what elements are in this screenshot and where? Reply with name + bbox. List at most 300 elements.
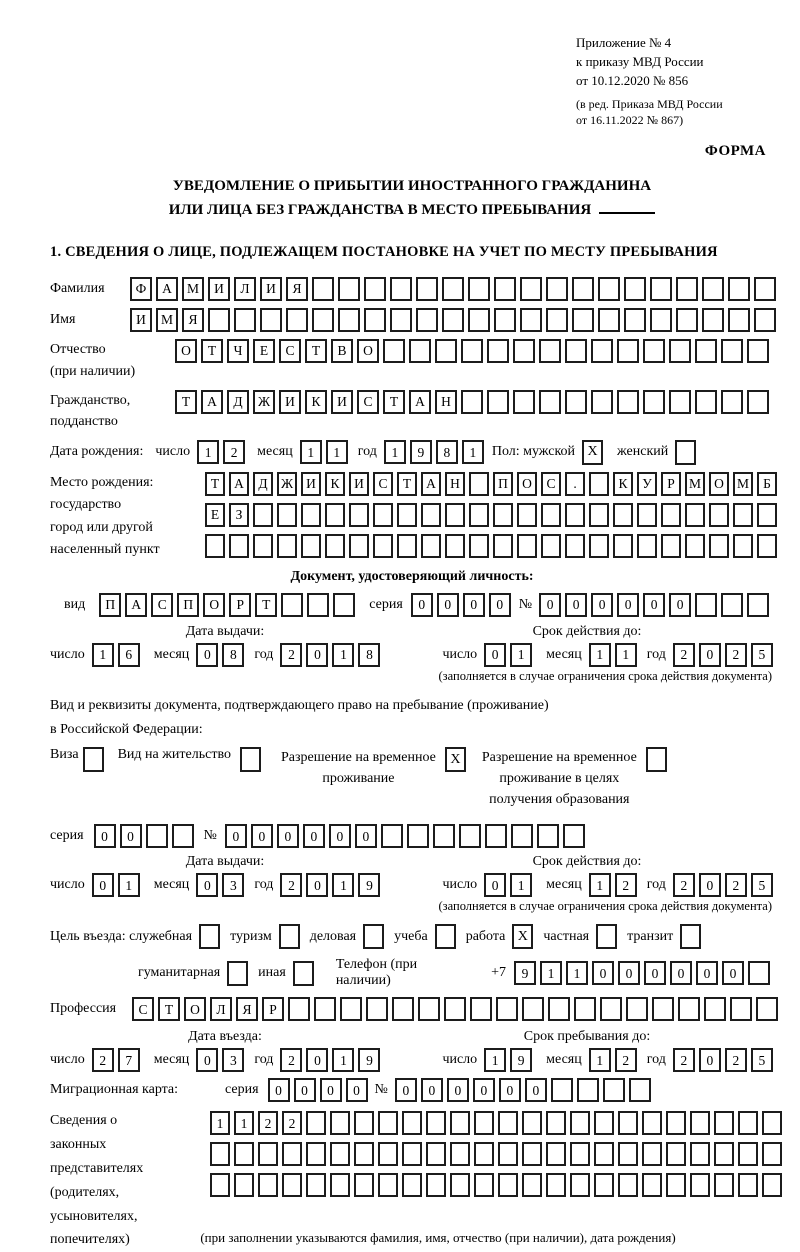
char-cell[interactable] — [450, 1111, 470, 1135]
char-cell[interactable]: Д — [253, 472, 273, 496]
char-cell[interactable] — [589, 503, 609, 527]
char-cell[interactable]: А — [201, 390, 223, 414]
char-cell[interactable]: 1 — [589, 643, 611, 667]
char-cell[interactable]: 2 — [725, 873, 747, 897]
mig-series-cells[interactable] — [268, 1078, 372, 1102]
char-cell[interactable]: 0 — [722, 961, 744, 985]
temp-residence-education-checkbox[interactable] — [646, 747, 667, 772]
char-cell[interactable] — [747, 339, 769, 363]
char-cell[interactable] — [366, 997, 388, 1021]
char-cell[interactable] — [314, 997, 336, 1021]
char-cell[interactable] — [210, 1173, 230, 1197]
char-cell[interactable] — [624, 277, 646, 301]
char-cell[interactable]: А — [229, 472, 249, 496]
char-cell[interactable] — [487, 390, 509, 414]
char-cell[interactable] — [598, 308, 620, 332]
char-cell[interactable]: 9 — [514, 961, 536, 985]
char-cell[interactable]: С — [279, 339, 301, 363]
char-cell[interactable] — [714, 1173, 734, 1197]
name-cells[interactable] — [130, 308, 780, 332]
char-cell[interactable]: У — [637, 472, 657, 496]
char-cell[interactable] — [354, 1111, 374, 1135]
birth-year-cells[interactable] — [384, 440, 488, 464]
char-cell[interactable] — [666, 1173, 686, 1197]
doc-type-cells[interactable] — [99, 593, 359, 617]
char-cell[interactable] — [642, 1111, 662, 1135]
char-cell[interactable]: 0 — [699, 873, 721, 897]
char-cell[interactable]: А — [125, 593, 147, 617]
char-cell[interactable]: О — [517, 472, 537, 496]
char-cell[interactable] — [637, 534, 657, 558]
char-cell[interactable]: 2 — [673, 873, 695, 897]
char-cell[interactable]: Р — [661, 472, 681, 496]
char-cell[interactable]: 0 — [196, 1048, 218, 1072]
char-cell[interactable]: Р — [262, 997, 284, 1021]
char-cell[interactable] — [426, 1173, 446, 1197]
char-cell[interactable] — [474, 1111, 494, 1135]
mig-number-cells[interactable] — [395, 1078, 655, 1102]
char-cell[interactable]: 0 — [92, 873, 114, 897]
char-cell[interactable]: 0 — [463, 593, 485, 617]
char-cell[interactable] — [373, 503, 393, 527]
char-cell[interactable] — [172, 824, 194, 848]
res-number-cells[interactable] — [225, 824, 589, 848]
char-cell[interactable]: Я — [286, 277, 308, 301]
char-cell[interactable]: И — [260, 277, 282, 301]
char-cell[interactable]: Д — [227, 390, 249, 414]
char-cell[interactable]: М — [733, 472, 753, 496]
char-cell[interactable] — [541, 503, 561, 527]
char-cell[interactable] — [306, 1173, 326, 1197]
char-cell[interactable] — [541, 534, 561, 558]
char-cell[interactable]: 1 — [332, 643, 354, 667]
doc-number-cells[interactable] — [539, 593, 773, 617]
char-cell[interactable] — [714, 1111, 734, 1135]
char-cell[interactable] — [517, 534, 537, 558]
char-cell[interactable] — [730, 997, 752, 1021]
char-cell[interactable] — [754, 277, 776, 301]
char-cell[interactable] — [565, 503, 585, 527]
char-cell[interactable] — [364, 277, 386, 301]
char-cell[interactable] — [733, 534, 753, 558]
char-cell[interactable] — [494, 308, 516, 332]
char-cell[interactable]: 2 — [280, 873, 302, 897]
char-cell[interactable] — [669, 339, 691, 363]
char-cell[interactable] — [613, 534, 633, 558]
res-series-cells[interactable] — [94, 824, 198, 848]
char-cell[interactable]: 0 — [499, 1078, 521, 1102]
char-cell[interactable] — [253, 534, 273, 558]
char-cell[interactable]: Т — [255, 593, 277, 617]
char-cell[interactable] — [397, 503, 417, 527]
char-cell[interactable]: 0 — [225, 824, 247, 848]
char-cell[interactable] — [546, 1111, 566, 1135]
char-cell[interactable] — [378, 1111, 398, 1135]
char-cell[interactable] — [511, 824, 533, 848]
char-cell[interactable]: О — [709, 472, 729, 496]
char-cell[interactable] — [650, 277, 672, 301]
char-cell[interactable] — [695, 390, 717, 414]
res-issue-month-cells[interactable] — [196, 873, 248, 897]
char-cell[interactable]: 2 — [92, 1048, 114, 1072]
char-cell[interactable] — [600, 997, 622, 1021]
char-cell[interactable] — [617, 339, 639, 363]
char-cell[interactable] — [513, 390, 535, 414]
char-cell[interactable]: А — [421, 472, 441, 496]
char-cell[interactable]: Ж — [277, 472, 297, 496]
entry-month-cells[interactable] — [196, 1048, 248, 1072]
char-cell[interactable]: 0 — [94, 824, 116, 848]
char-cell[interactable] — [756, 997, 778, 1021]
char-cell[interactable] — [733, 503, 753, 527]
purpose-transit-checkbox[interactable] — [680, 924, 701, 949]
char-cell[interactable] — [721, 390, 743, 414]
char-cell[interactable]: 9 — [410, 440, 432, 464]
char-cell[interactable]: 5 — [751, 873, 773, 897]
doc-issue-month-cells[interactable] — [196, 643, 248, 667]
char-cell[interactable] — [312, 308, 334, 332]
char-cell[interactable] — [407, 824, 429, 848]
char-cell[interactable] — [546, 308, 568, 332]
char-cell[interactable] — [626, 997, 648, 1021]
char-cell[interactable]: 3 — [222, 1048, 244, 1072]
purpose-official-checkbox[interactable] — [199, 924, 220, 949]
char-cell[interactable] — [444, 997, 466, 1021]
patronymic-cells[interactable] — [175, 339, 773, 363]
char-cell[interactable]: И — [349, 472, 369, 496]
char-cell[interactable] — [373, 534, 393, 558]
birth-place-cells-row1[interactable] — [205, 472, 781, 496]
char-cell[interactable]: . — [565, 472, 585, 496]
char-cell[interactable] — [469, 534, 489, 558]
char-cell[interactable]: 0 — [699, 1048, 721, 1072]
char-cell[interactable]: 0 — [196, 643, 218, 667]
char-cell[interactable]: 6 — [118, 643, 140, 667]
char-cell[interactable] — [459, 824, 481, 848]
phone-cells[interactable] — [514, 961, 774, 985]
birth-day-cells[interactable] — [197, 440, 249, 464]
char-cell[interactable]: 0 — [306, 1048, 328, 1072]
char-cell[interactable]: 5 — [751, 1048, 773, 1072]
char-cell[interactable]: 2 — [673, 1048, 695, 1072]
char-cell[interactable] — [307, 593, 329, 617]
char-cell[interactable]: 0 — [306, 643, 328, 667]
char-cell[interactable]: 0 — [320, 1078, 342, 1102]
char-cell[interactable] — [666, 1111, 686, 1135]
doc-series-cells[interactable] — [411, 593, 515, 617]
char-cell[interactable] — [754, 308, 776, 332]
char-cell[interactable] — [306, 1111, 326, 1135]
char-cell[interactable]: 0 — [696, 961, 718, 985]
char-cell[interactable]: 0 — [346, 1078, 368, 1102]
doc-valid-year-cells[interactable] — [673, 643, 777, 667]
char-cell[interactable]: 0 — [565, 593, 587, 617]
char-cell[interactable]: 0 — [618, 961, 640, 985]
char-cell[interactable] — [704, 997, 726, 1021]
purpose-humanitarian-checkbox[interactable] — [227, 961, 248, 986]
char-cell[interactable]: К — [325, 472, 345, 496]
char-cell[interactable]: М — [182, 277, 204, 301]
char-cell[interactable] — [288, 997, 310, 1021]
char-cell[interactable] — [738, 1173, 758, 1197]
char-cell[interactable]: 2 — [725, 643, 747, 667]
char-cell[interactable]: Б — [757, 472, 777, 496]
birth-month-cells[interactable] — [300, 440, 352, 464]
char-cell[interactable]: 0 — [484, 643, 506, 667]
sex-male-checkbox[interactable]: X — [582, 440, 603, 465]
char-cell[interactable] — [402, 1111, 422, 1135]
char-cell[interactable] — [637, 503, 657, 527]
entry-day-cells[interactable] — [92, 1048, 144, 1072]
char-cell[interactable] — [695, 339, 717, 363]
char-cell[interactable]: С — [151, 593, 173, 617]
char-cell[interactable] — [598, 277, 620, 301]
stay-month-cells[interactable] — [589, 1048, 641, 1072]
char-cell[interactable]: Ф — [130, 277, 152, 301]
char-cell[interactable] — [685, 503, 705, 527]
char-cell[interactable]: 0 — [421, 1078, 443, 1102]
char-cell[interactable] — [498, 1173, 518, 1197]
char-cell[interactable]: 1 — [510, 643, 532, 667]
char-cell[interactable] — [522, 1173, 542, 1197]
char-cell[interactable] — [563, 824, 585, 848]
char-cell[interactable] — [421, 503, 441, 527]
char-cell[interactable]: 0 — [669, 593, 691, 617]
char-cell[interactable] — [281, 593, 303, 617]
char-cell[interactable] — [282, 1173, 302, 1197]
char-cell[interactable] — [435, 339, 457, 363]
purpose-business-checkbox[interactable] — [363, 924, 384, 949]
char-cell[interactable] — [445, 534, 465, 558]
char-cell[interactable] — [661, 503, 681, 527]
char-cell[interactable] — [603, 1078, 625, 1102]
char-cell[interactable]: 1 — [300, 440, 322, 464]
char-cell[interactable]: 0 — [268, 1078, 290, 1102]
char-cell[interactable]: 0 — [251, 824, 273, 848]
doc-valid-month-cells[interactable] — [589, 643, 641, 667]
temp-residence-checkbox[interactable]: X — [445, 747, 466, 772]
char-cell[interactable] — [589, 472, 609, 496]
char-cell[interactable] — [474, 1173, 494, 1197]
char-cell[interactable]: И — [301, 472, 321, 496]
char-cell[interactable]: 2 — [223, 440, 245, 464]
char-cell[interactable] — [260, 308, 282, 332]
char-cell[interactable] — [709, 534, 729, 558]
char-cell[interactable] — [498, 1111, 518, 1135]
stay-day-cells[interactable] — [484, 1048, 536, 1072]
char-cell[interactable] — [695, 593, 717, 617]
purpose-work-checkbox[interactable]: X — [512, 924, 533, 949]
char-cell[interactable] — [468, 308, 490, 332]
char-cell[interactable]: 2 — [258, 1111, 278, 1135]
char-cell[interactable] — [354, 1173, 374, 1197]
char-cell[interactable] — [591, 339, 613, 363]
char-cell[interactable] — [234, 308, 256, 332]
char-cell[interactable]: 2 — [280, 643, 302, 667]
char-cell[interactable]: К — [305, 390, 327, 414]
char-cell[interactable]: 0 — [277, 824, 299, 848]
char-cell[interactable]: 0 — [644, 961, 666, 985]
char-cell[interactable] — [702, 308, 724, 332]
char-cell[interactable]: Т — [205, 472, 225, 496]
char-cell[interactable]: Т — [175, 390, 197, 414]
char-cell[interactable] — [397, 534, 417, 558]
char-cell[interactable] — [338, 277, 360, 301]
char-cell[interactable]: 0 — [411, 593, 433, 617]
char-cell[interactable]: 8 — [222, 643, 244, 667]
char-cell[interactable]: П — [493, 472, 513, 496]
birth-place-cells-row2[interactable] — [205, 503, 781, 527]
char-cell[interactable]: 1 — [540, 961, 562, 985]
char-cell[interactable] — [338, 308, 360, 332]
char-cell[interactable]: 2 — [280, 1048, 302, 1072]
char-cell[interactable] — [757, 503, 777, 527]
char-cell[interactable] — [253, 503, 273, 527]
char-cell[interactable] — [669, 390, 691, 414]
char-cell[interactable] — [546, 1173, 566, 1197]
char-cell[interactable]: 2 — [282, 1111, 302, 1135]
char-cell[interactable]: 0 — [447, 1078, 469, 1102]
char-cell[interactable] — [748, 961, 770, 985]
char-cell[interactable]: 1 — [118, 873, 140, 897]
char-cell[interactable]: 1 — [589, 873, 611, 897]
char-cell[interactable] — [513, 339, 535, 363]
char-cell[interactable]: 1 — [234, 1111, 254, 1135]
char-cell[interactable] — [520, 308, 542, 332]
char-cell[interactable] — [572, 277, 594, 301]
char-cell[interactable] — [702, 277, 724, 301]
char-cell[interactable] — [565, 534, 585, 558]
char-cell[interactable] — [570, 1111, 590, 1135]
char-cell[interactable] — [349, 534, 369, 558]
char-cell[interactable] — [469, 472, 489, 496]
char-cell[interactable]: 0 — [592, 961, 614, 985]
char-cell[interactable] — [643, 390, 665, 414]
char-cell[interactable] — [517, 503, 537, 527]
char-cell[interactable] — [485, 824, 507, 848]
char-cell[interactable] — [617, 390, 639, 414]
char-cell[interactable]: А — [156, 277, 178, 301]
char-cell[interactable]: С — [541, 472, 561, 496]
char-cell[interactable] — [312, 277, 334, 301]
purpose-private-checkbox[interactable] — [596, 924, 617, 949]
char-cell[interactable]: 9 — [510, 1048, 532, 1072]
char-cell[interactable] — [340, 997, 362, 1021]
char-cell[interactable] — [574, 997, 596, 1021]
representatives-cells-row3[interactable] — [210, 1173, 786, 1197]
stay-year-cells[interactable] — [673, 1048, 777, 1072]
char-cell[interactable] — [364, 308, 386, 332]
char-cell[interactable] — [349, 503, 369, 527]
char-cell[interactable] — [747, 390, 769, 414]
char-cell[interactable]: 0 — [489, 593, 511, 617]
char-cell[interactable] — [652, 997, 674, 1021]
char-cell[interactable] — [487, 339, 509, 363]
char-cell[interactable] — [678, 997, 700, 1021]
char-cell[interactable]: Е — [205, 503, 225, 527]
char-cell[interactable]: 2 — [615, 873, 637, 897]
char-cell[interactable] — [330, 1173, 350, 1197]
purpose-tourism-checkbox[interactable] — [279, 924, 300, 949]
char-cell[interactable]: Ч — [227, 339, 249, 363]
char-cell[interactable] — [690, 1173, 710, 1197]
char-cell[interactable]: И — [331, 390, 353, 414]
char-cell[interactable] — [493, 503, 513, 527]
char-cell[interactable]: Л — [210, 997, 232, 1021]
citizenship-cells[interactable] — [175, 390, 773, 414]
char-cell[interactable] — [539, 390, 561, 414]
char-cell[interactable] — [378, 1173, 398, 1197]
char-cell[interactable]: 0 — [473, 1078, 495, 1102]
char-cell[interactable]: В — [331, 339, 353, 363]
char-cell[interactable]: Т — [305, 339, 327, 363]
char-cell[interactable] — [762, 1173, 782, 1197]
char-cell[interactable]: Я — [182, 308, 204, 332]
sex-female-checkbox[interactable] — [675, 440, 696, 465]
char-cell[interactable] — [546, 277, 568, 301]
char-cell[interactable]: И — [279, 390, 301, 414]
char-cell[interactable]: И — [130, 308, 152, 332]
char-cell[interactable] — [548, 997, 570, 1021]
res-valid-year-cells[interactable] — [673, 873, 777, 897]
char-cell[interactable]: С — [132, 997, 154, 1021]
char-cell[interactable] — [747, 593, 769, 617]
char-cell[interactable] — [570, 1173, 590, 1197]
char-cell[interactable]: 0 — [437, 593, 459, 617]
char-cell[interactable] — [594, 1111, 614, 1135]
char-cell[interactable] — [650, 308, 672, 332]
char-cell[interactable]: 0 — [294, 1078, 316, 1102]
char-cell[interactable] — [709, 503, 729, 527]
char-cell[interactable]: 1 — [326, 440, 348, 464]
char-cell[interactable]: П — [99, 593, 121, 617]
res-issue-day-cells[interactable] — [92, 873, 144, 897]
char-cell[interactable]: Н — [445, 472, 465, 496]
char-cell[interactable] — [728, 308, 750, 332]
char-cell[interactable]: 1 — [615, 643, 637, 667]
char-cell[interactable]: 2 — [615, 1048, 637, 1072]
char-cell[interactable]: 0 — [591, 593, 613, 617]
char-cell[interactable]: 1 — [92, 643, 114, 667]
char-cell[interactable] — [409, 339, 431, 363]
char-cell[interactable]: Ж — [253, 390, 275, 414]
char-cell[interactable] — [442, 308, 464, 332]
char-cell[interactable]: О — [357, 339, 379, 363]
char-cell[interactable] — [629, 1078, 651, 1102]
char-cell[interactable]: 3 — [222, 873, 244, 897]
surname-cells[interactable] — [130, 277, 780, 301]
char-cell[interactable]: 1 — [566, 961, 588, 985]
char-cell[interactable]: С — [373, 472, 393, 496]
char-cell[interactable] — [450, 1173, 470, 1197]
char-cell[interactable] — [277, 534, 297, 558]
char-cell[interactable] — [468, 277, 490, 301]
char-cell[interactable] — [676, 308, 698, 332]
char-cell[interactable] — [426, 1111, 446, 1135]
char-cell[interactable] — [461, 390, 483, 414]
char-cell[interactable]: 0 — [643, 593, 665, 617]
char-cell[interactable]: Л — [234, 277, 256, 301]
char-cell[interactable] — [496, 997, 518, 1021]
char-cell[interactable] — [325, 534, 345, 558]
char-cell[interactable] — [613, 503, 633, 527]
residence-permit-checkbox[interactable] — [240, 747, 261, 772]
char-cell[interactable] — [258, 1173, 278, 1197]
char-cell[interactable] — [591, 390, 613, 414]
char-cell[interactable] — [572, 308, 594, 332]
char-cell[interactable] — [392, 997, 414, 1021]
char-cell[interactable] — [469, 503, 489, 527]
